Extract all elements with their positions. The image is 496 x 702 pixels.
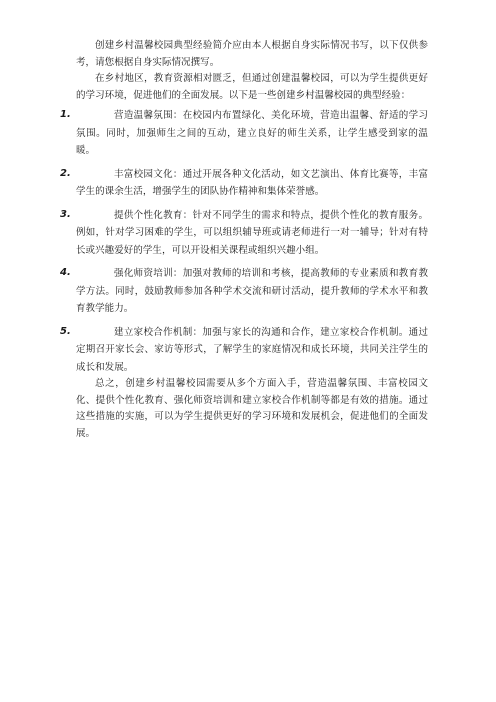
list-item-text: 强化师资培训：加强对教师的培训和考核，提高教师的专业素质和教育教学方法。同时，鼓励教师参加各种学术交流和研讨活动，提升教师的学术水平和教育教学能力。 (76, 268, 428, 314)
intro-note: 创建乡村温馨校园典型经验简介应由本人根据自身实际情况书写，以下仅供参考，请您根据自身实际情况撰写。 (76, 40, 428, 68)
list-item (60, 107, 428, 160)
summary-paragraph: 总之，创建乡村温馨校园需要从多个方面入手，营造温馨氛围、丰富校园文化、提供个性化教育、强化师资培训和建立家校合作机制等都是有效的措施。通过这些措施的实施，可以为学生提供更好的学习环境和发展机会，促进他们的全面发展。 (76, 378, 428, 439)
list-item (60, 207, 428, 260)
list-item-text: 提供个性化教育：针对不同学生的需求和特点，提供个性化的教育服务。例如，针对学习困难的学生，可以组织辅导班或请老师进行一对一辅导；针对有特长或兴趣爱好的学生，可以开设相关课程或组织兴趣小组。 (76, 209, 428, 256)
list-item-number: 1. (60, 109, 71, 120)
list-item-number: 2. (60, 167, 71, 179)
list-item-text: 建立家校合作机制：加强与家长的沟通和合作，建立家校合作机制。通过定期召开家长会、家访等形式，了解学生的家庭情况和成长环境，共同关注学生的成长和发展。 (76, 326, 428, 373)
lead-paragraph: 在乡村地区，教育资源相对匮乏，但通过创建温馨校园，可以为学生提供更好的学习环境，促进他们的全面发展。以下是一些创建乡村温馨校园的典型经验： (76, 73, 428, 101)
document-body (60, 38, 428, 442)
list-item-number: 3. (60, 208, 71, 220)
list-item-number: 5. (60, 325, 71, 337)
list-item (60, 166, 428, 201)
list-item-number: 4. (60, 267, 71, 278)
list-item (60, 265, 428, 318)
list-item (60, 324, 428, 377)
list-item-text: 丰富校园文化：通过开展各种文化活动，如文艺演出、体育比赛等，丰富学生的课余生活，增强学生的团队协作精神和集体荣誉感。 (76, 168, 428, 197)
list-item-text: 营造温馨氛围：在校园内布置绿化、美化环境，营造出温馨、舒适的学习氛围。同时，加强师生之间的互动，建立良好的师生关系，让学生感受到家的温暖。 (76, 110, 428, 156)
